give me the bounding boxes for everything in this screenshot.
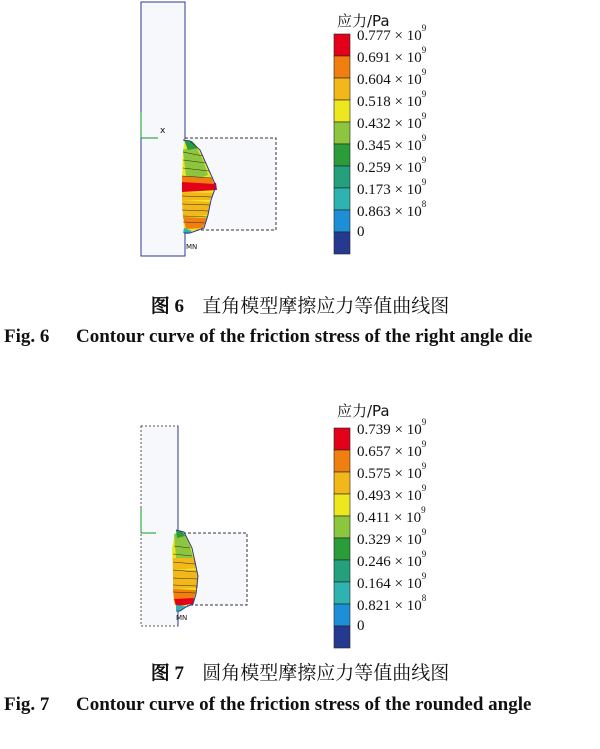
legend-label: $0.821 \times 10^8$ (357, 593, 427, 614)
legend-label: 0 (357, 224, 365, 240)
legend-title: 应力/Pa (337, 402, 390, 420)
caption-number: Fig. 6 (4, 326, 50, 347)
legend-title: 应力/Pa (337, 12, 390, 30)
legend-label: $0.411 \times 10^9$ (357, 505, 426, 526)
legend-color-bar (0, 0, 600, 300)
figure-6-caption-cn (0, 291, 600, 318)
caption-text: 圆角模型摩擦应力等值曲线图 (202, 662, 450, 684)
legend-color-bar (0, 398, 600, 658)
figure-6-caption-en (4, 322, 594, 351)
legend-swatch (334, 100, 350, 122)
figure-7-caption-en (4, 690, 594, 719)
legend-label: $0.691 \times 10^9$ (357, 45, 427, 66)
legend-swatch (334, 34, 350, 56)
legend-label: $0.518 \times 10^9$ (357, 89, 427, 110)
caption-text: Contour curve of the friction stress of the right angle die (76, 326, 533, 347)
caption-text: 直角模型摩擦应力等值曲线图 (202, 295, 450, 317)
legend-label: $0.493 \times 10^9$ (357, 483, 427, 504)
legend-label: $0.329 \times 10^9$ (357, 527, 427, 548)
legend-swatch (334, 166, 350, 188)
figure-7-caption-cn (0, 658, 600, 685)
legend-swatch (334, 210, 350, 232)
legend-label: $0.173 \times 10^9$ (357, 177, 427, 198)
legend-swatch (334, 144, 350, 166)
legend-swatch (334, 428, 350, 450)
caption-text: Contour curve of the friction stress of the rounded angle (76, 694, 532, 715)
caption-number: Fig. 7 (4, 694, 50, 715)
legend-swatch (334, 122, 350, 144)
legend-swatch (334, 626, 350, 648)
legend-swatch (334, 56, 350, 78)
caption-number: 图 7 (150, 663, 185, 684)
axis-label: x (160, 126, 166, 136)
legend-label: $0.604 \times 10^9$ (357, 67, 427, 88)
legend-swatch (334, 604, 350, 626)
legend-swatch (334, 516, 350, 538)
figure-7 (0, 398, 600, 658)
legend-swatch (334, 188, 350, 210)
legend-label: $0.657 \times 10^9$ (357, 439, 427, 460)
mn-marker-label: MN (186, 243, 198, 251)
legend-swatch (334, 582, 350, 604)
legend-swatch (334, 472, 350, 494)
legend-label: $0.575 \times 10^9$ (357, 461, 427, 482)
legend-swatch (334, 232, 350, 254)
legend-label: $0.777 \times 10^9$ (357, 23, 427, 44)
legend-swatch (334, 450, 350, 472)
mn-marker-label: MN (176, 614, 188, 622)
legend-swatch (334, 78, 350, 100)
caption-number: 图 6 (150, 296, 185, 317)
legend-label: 0 (357, 618, 365, 634)
legend-label: $0.432 \times 10^9$ (357, 111, 427, 132)
figure-6 (0, 0, 600, 300)
legend-swatch (334, 538, 350, 560)
legend-label: $0.863 \times 10^8$ (357, 199, 427, 220)
legend-label: $0.259 \times 10^9$ (357, 155, 427, 176)
legend-label: $0.739 \times 10^9$ (357, 417, 427, 438)
legend-label: $0.345 \times 10^9$ (357, 133, 427, 154)
legend-swatch (334, 494, 350, 516)
legend-label: $0.246 \times 10^9$ (357, 549, 427, 570)
legend-swatch (334, 560, 350, 582)
legend-label: $0.164 \times 10^9$ (357, 571, 427, 592)
